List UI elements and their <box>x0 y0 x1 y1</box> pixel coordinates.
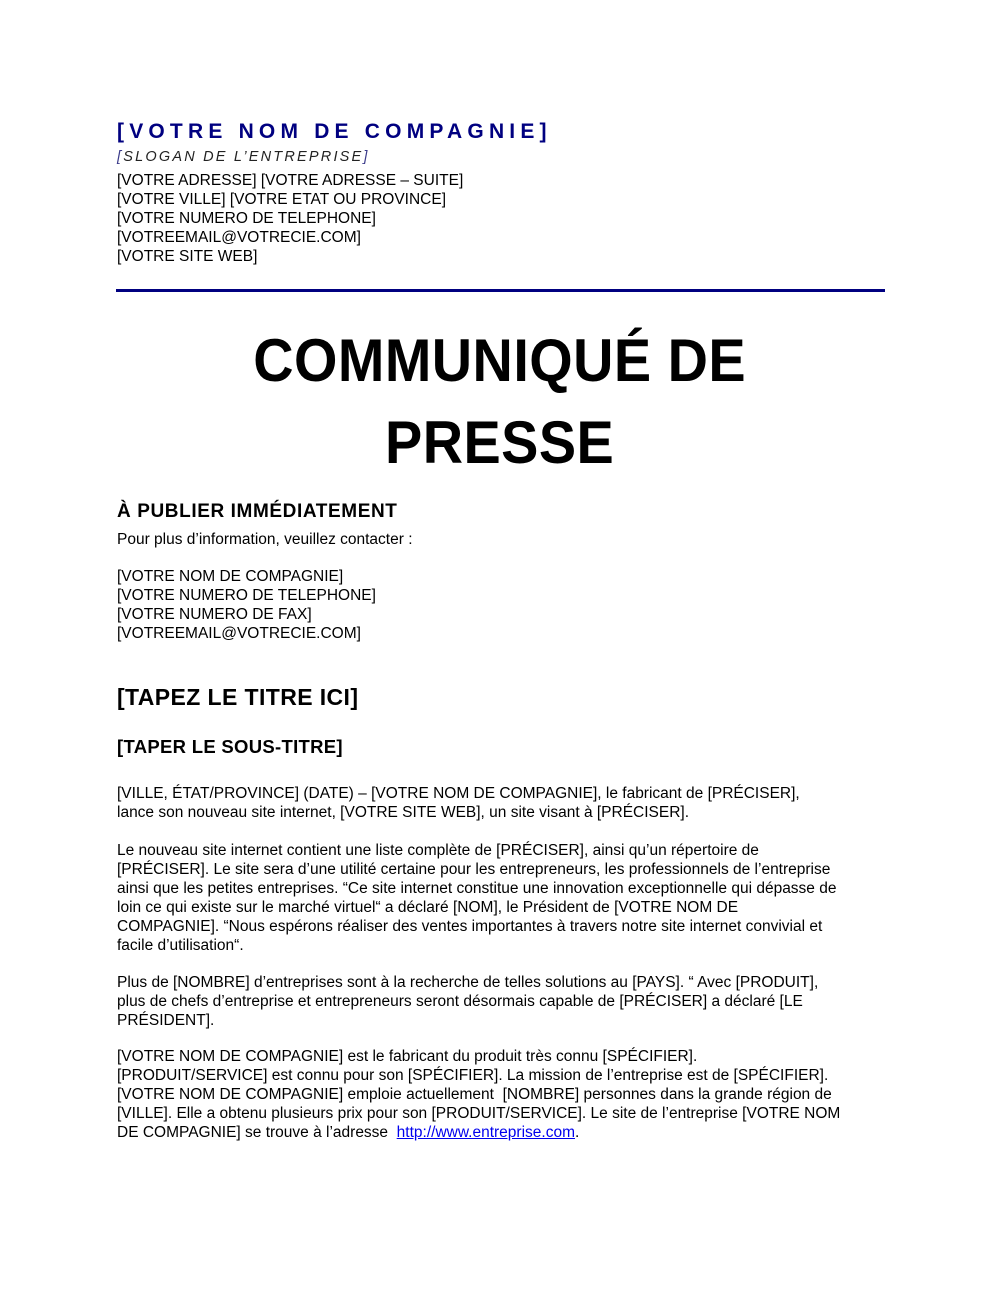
phone-line: [VOTRE NUMERO DE TELEPHONE] <box>117 210 376 227</box>
contact-company: [VOTRE NOM DE COMPAGNIE] <box>117 568 344 585</box>
slogan-bracket-open: [ <box>117 149 124 165</box>
paragraph-line: [VILLE, ÉTAT/PROVINCE] (DATE) – [VOTRE NOM DE COMPAGNIE], le fabricant de [PRÉCISER], <box>117 785 800 802</box>
company-slogan <box>117 148 370 166</box>
paragraph-line: COMPAGNIE]. “Nous espérons réaliser des ventes importantes à travers notre site internet convivial et <box>117 918 823 935</box>
contact-block <box>117 567 376 643</box>
paragraph-line: loin ce qui existe sur le marché virtuel“ a déclaré [NOM], le Président de [VOTRE NOM DE <box>117 899 739 916</box>
header-divider <box>116 289 885 292</box>
paragraph-text: . <box>575 1124 580 1141</box>
paragraph-3 <box>117 973 887 1030</box>
document-title-line-1: COMMUNIQUÉ DE <box>253 327 747 394</box>
paragraph-line: lance son nouveau site internet, [VOTRE SITE WEB], un site visant à [PRÉCISER]. <box>117 804 690 821</box>
slogan-bracket-close: ] <box>363 149 370 165</box>
paragraph-line: plus de chefs d’entreprise et entrepreneurs seront désormais capable de [PRÉCISER] a déclaré [LE <box>117 993 803 1010</box>
paragraph-line: [PRÉCISER]. Le site sera d’une utilité certaine pour les entrepreneurs, les professionnels de l’entreprise <box>117 861 831 878</box>
address-line: [VOTRE ADRESSE] [VOTRE ADRESSE – SUITE] <box>117 172 464 189</box>
paragraph-2 <box>117 841 887 955</box>
company-address-block <box>117 171 463 266</box>
document-title <box>35 320 965 484</box>
contact-email: [VOTREEMAIL@VOTRECIE.COM] <box>117 625 361 642</box>
paragraph-line: facile d’utilisation“. <box>117 937 244 954</box>
publish-immediately-heading: À PUBLIER IMMÉDIATEMENT <box>117 501 398 522</box>
contact-phone: [VOTRE NUMERO DE TELEPHONE] <box>117 587 376 604</box>
contact-intro: Pour plus d’information, veuillez contacter : <box>117 531 413 548</box>
paragraph-line: [VOTRE NOM DE COMPAGNIE] emploie actuellement [NOMBRE] personnes dans la grande région de <box>117 1086 832 1103</box>
paragraph-1 <box>117 784 887 822</box>
slogan-text: SLOGAN DE L’ENTREPRISE <box>123 149 364 165</box>
document-title-line-2: PRESSE <box>385 409 615 476</box>
paragraph-text: DE COMPAGNIE] se trouve à l’adresse <box>117 1124 397 1141</box>
city-state-line: [VOTRE VILLE] [VOTRE ETAT OU PROVINCE] <box>117 191 447 208</box>
paragraph-line: ainsi que les petites entreprises. “Ce site internet constitue une innovation exceptionnelle qui dépasse de <box>117 880 837 897</box>
email-line: [VOTREEMAIL@VOTRECIE.COM] <box>117 229 361 246</box>
company-name: [VOTRE NOM DE COMPAGNIE] <box>117 120 552 143</box>
article-title: [TAPEZ LE TITRE ICI] <box>117 684 359 710</box>
paragraph-line: Le nouveau site internet contient une liste complète de [PRÉCISER], ainsi qu’un répertoire de <box>117 842 759 859</box>
paragraph-line: Plus de [NOMBRE] d’entreprises sont à la recherche de telles solutions au [PAYS]. “ Avec [PRODUIT], <box>117 974 819 991</box>
article-subtitle: [TAPER LE SOUS-TITRE] <box>117 736 343 757</box>
paragraph-4 <box>117 1047 887 1142</box>
paragraph-line: PRÉSIDENT]. <box>117 1012 215 1029</box>
paragraph-line: [VILLE]. Elle a obtenu plusieurs prix pour son [PRODUIT/SERVICE]. Le site de l’entreprise [VOTRE NOM <box>117 1105 841 1122</box>
company-website-link[interactable]: http://www.entreprise.com <box>396 1124 575 1141</box>
paragraph-line: [VOTRE NOM DE COMPAGNIE] est le fabricant du produit très connu [SPÉCIFIER]. <box>117 1048 698 1065</box>
paragraph-line: [PRODUIT/SERVICE] est connu pour son [SPÉCIFIER]. La mission de l’entreprise est de [SPÉCIFIER]. <box>117 1067 829 1084</box>
paragraph-last-line <box>117 1123 887 1142</box>
website-line: [VOTRE SITE WEB] <box>117 248 258 265</box>
contact-fax: [VOTRE NUMERO DE FAX] <box>117 606 312 623</box>
